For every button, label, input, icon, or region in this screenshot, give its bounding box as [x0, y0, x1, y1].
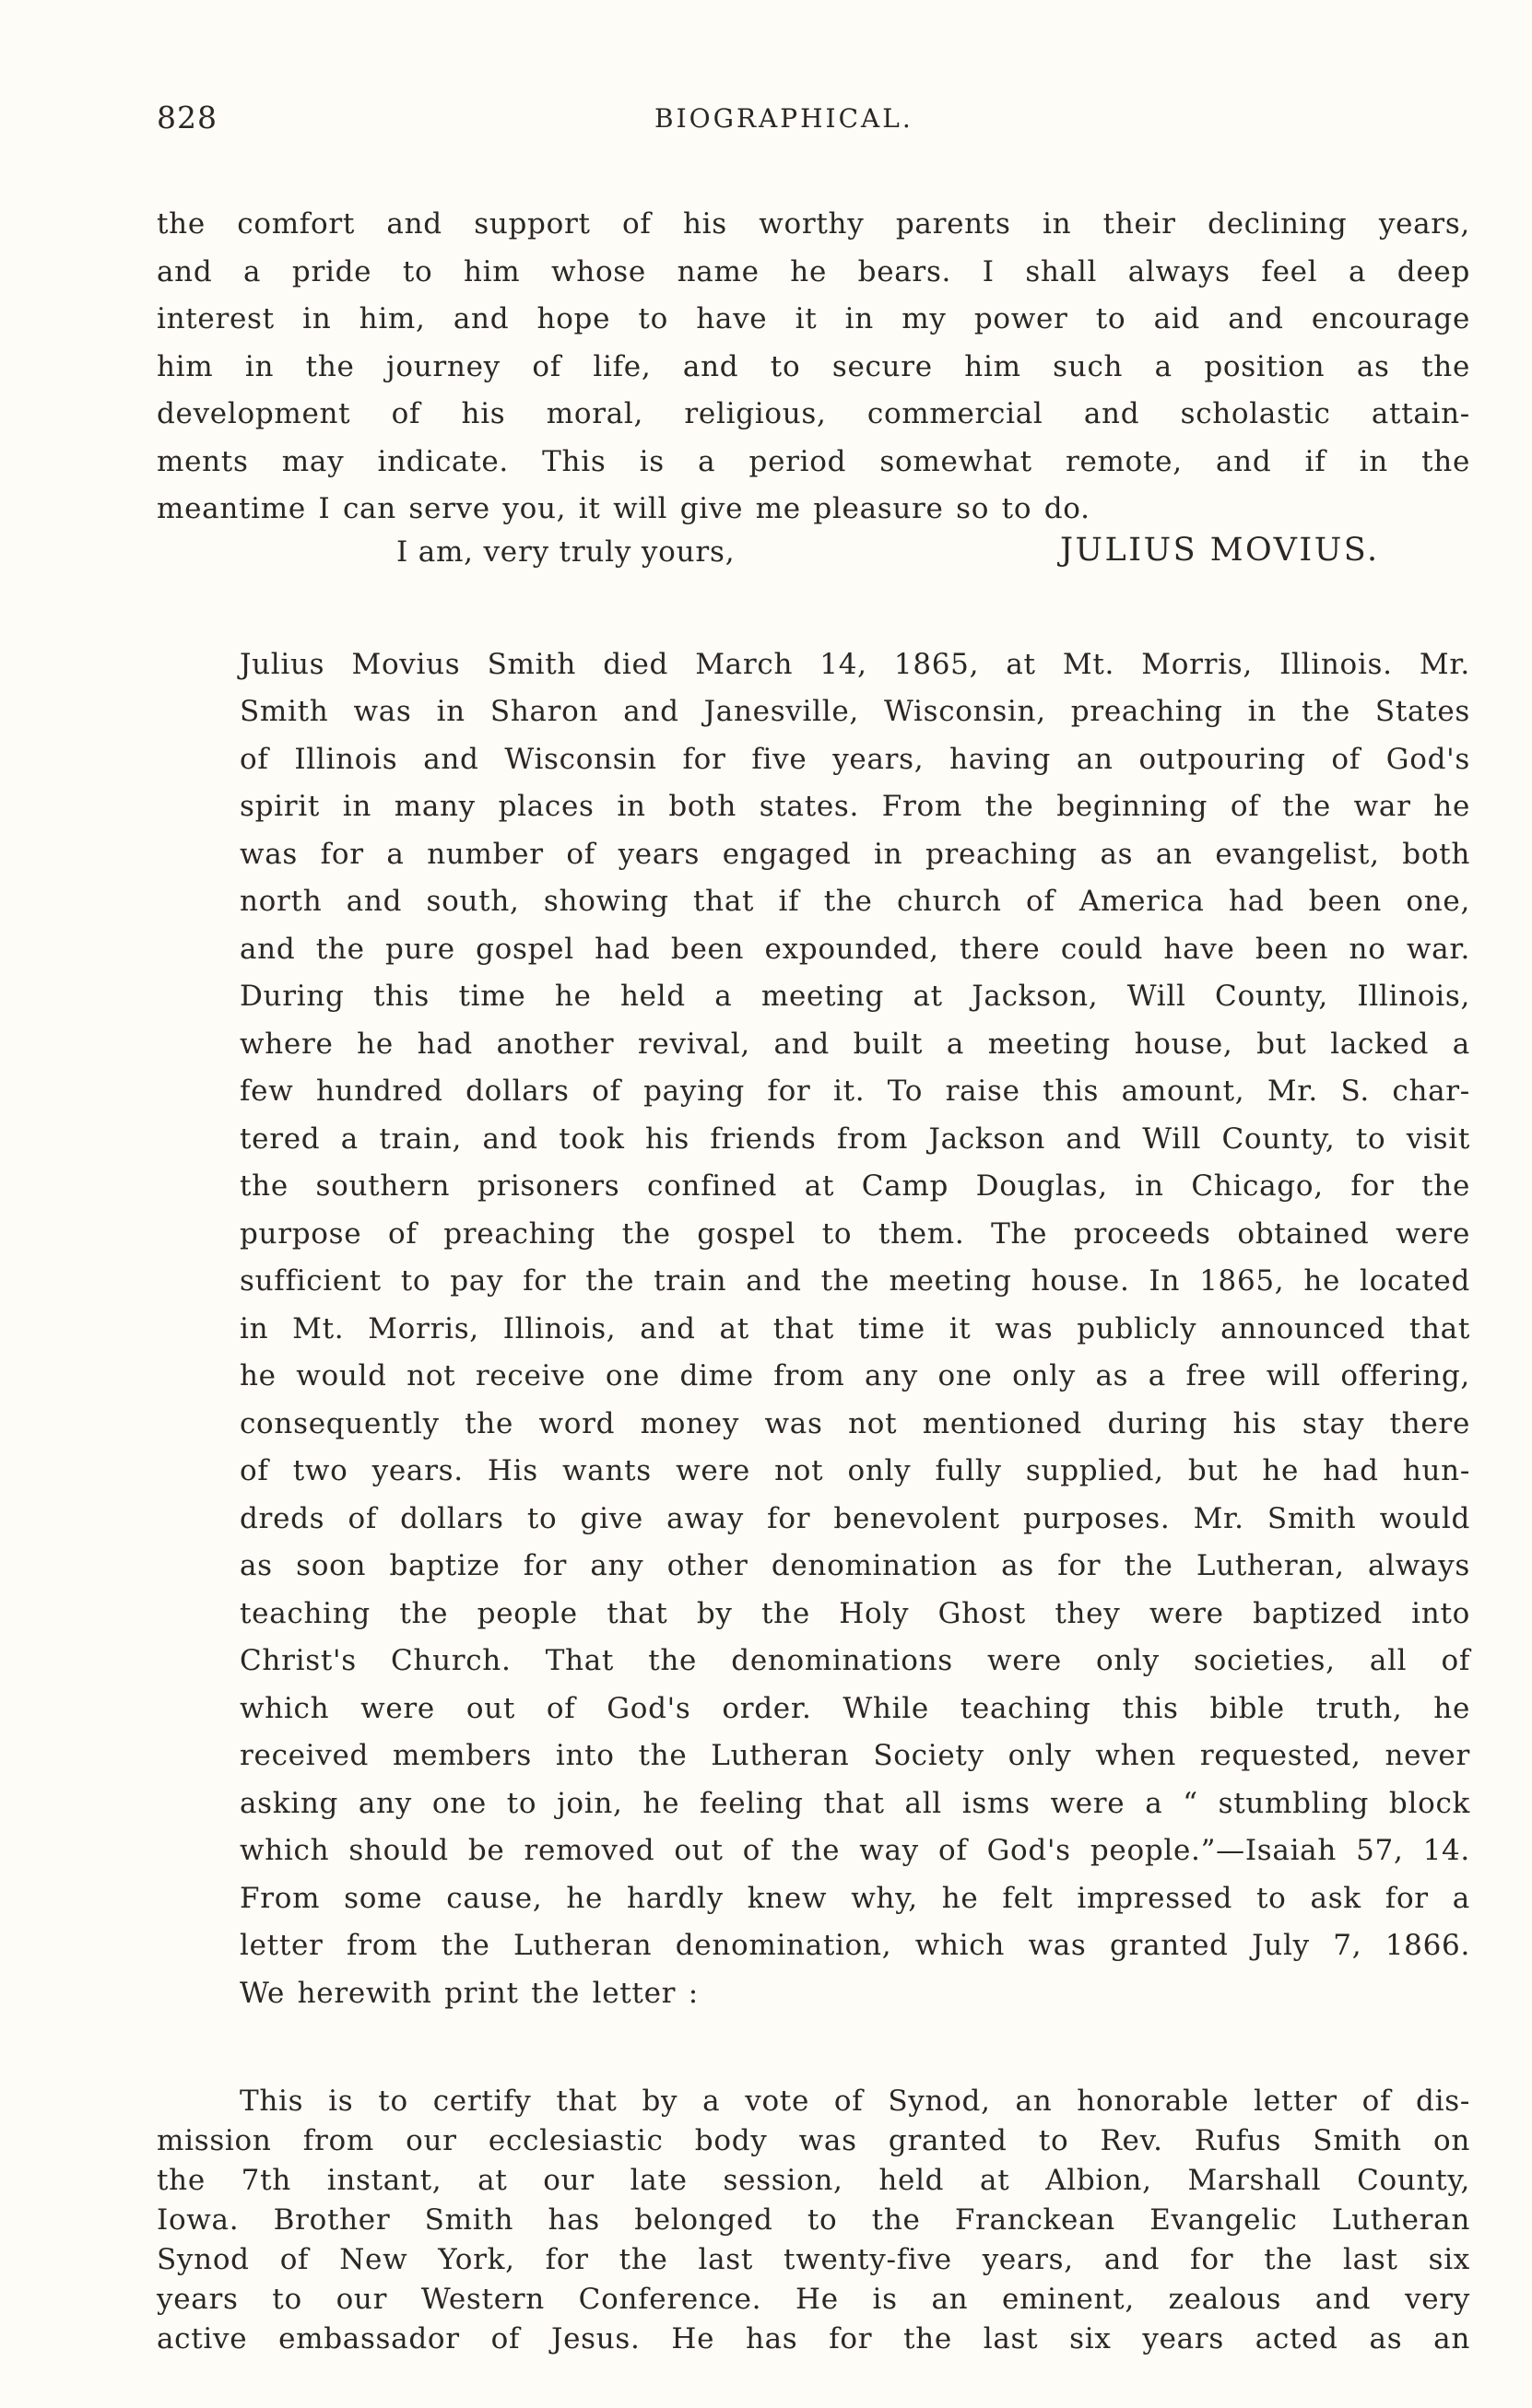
text-line: Christ's Church. That the denominations were only societies, all of: [240, 1644, 1470, 1677]
text-line: From some cause, he hardly knew why, he felt impressed to ask for a: [240, 1881, 1470, 1915]
text-line: few hundred dollars of paying for it. To raise this amount, Mr. S. char-: [240, 1075, 1470, 1108]
text-line: which were out of God's order. While teaching this bible truth, he: [240, 1691, 1470, 1725]
text-line: interest in him, and hope to have it in my power to aid and encourage: [157, 302, 1470, 335]
text-line: and the pure gospel had been expounded, there could have been no war.: [240, 932, 1470, 966]
text-line: spirit in many places in both states. From the beginning of the war he: [240, 790, 1470, 823]
page-header: [157, 92, 1470, 147]
text-line: purpose of preaching the gospel to them. The proceeds obtained were: [240, 1216, 1470, 1251]
book-page: [157, 92, 1470, 2359]
text-line: meantime I can serve you, it will give me pleasure so to do.: [157, 492, 1090, 525]
text-line: which should be removed out of the way of God's people.”—Isaiah 57, 14.: [240, 1834, 1470, 1867]
text-line: ments may indicate. This is a period somewhat remote, and if in the: [157, 444, 1470, 478]
text-line: sufficient to pay for the train and the meeting house. In 1865, he located: [240, 1264, 1470, 1298]
letter-continuation: [157, 201, 1470, 534]
letter-signoff: [157, 531, 1470, 586]
text-line: We herewith print the letter :: [240, 1976, 699, 2010]
letter-closing: I am, very truly yours,: [396, 534, 736, 569]
text-line: asking any one to join, he feeling that all isms were a “ stumbling block: [240, 1786, 1470, 1820]
text-line: dreds of dollars to give away for benevolent purposes. Mr. Smith would: [240, 1501, 1470, 1535]
letter-signature: JULIUS MOVIUS.: [1060, 531, 1380, 569]
text-line: teaching the people that by the Holy Ghost they were baptized into: [240, 1596, 1470, 1630]
page-number: 828: [157, 100, 218, 135]
narrative-paragraph: [157, 641, 1470, 2018]
text-line: the southern prisoners confined at Camp Douglas, in Chicago, for the: [240, 1169, 1470, 1203]
text-line: Synod of New York, for the last twenty-five years, and for the last six: [157, 2243, 1470, 2276]
text-line: Julius Movius Smith died March 14, 1865, at Mt. Morris, Illinois. Mr.: [240, 647, 1470, 681]
text-line: consequently the word money was not mentioned during his stay there: [240, 1406, 1470, 1440]
text-line: received members into the Lutheran Society only when requested, never: [240, 1739, 1470, 1772]
text-line: mission from our ecclesiastic body was granted to Rev. Rufus Smith on: [157, 2124, 1470, 2157]
text-line: years to our Western Conference. He is an eminent, zealous and very: [157, 2283, 1470, 2316]
text-line: the 7th instant, at our late session, held at Albion, Marshall County,: [157, 2164, 1470, 2197]
text-line: tered a train, and took his friends from Jackson and Will County, to visit: [240, 1122, 1470, 1156]
text-line: Iowa. Brother Smith has belonged to the Franckean Evangelic Lutheran: [157, 2203, 1470, 2237]
text-line: Smith was in Sharon and Janesville, Wisconsin, preaching in the States: [240, 695, 1470, 728]
text-line: of two years. His wants were not only fully supplied, but he had hun-: [240, 1454, 1470, 1487]
text-line: was for a number of years engaged in preaching as an evangelist, both: [240, 837, 1470, 871]
text-line: development of his moral, religious, commercial and scholastic attain-: [157, 397, 1470, 430]
text-line: letter from the Lutheran denomination, which was granted July 7, 1866.: [240, 1929, 1470, 1962]
certificate-paragraph: [157, 2082, 1470, 2359]
text-line: the comfort and support of his worthy parents in their declining years,: [157, 207, 1470, 241]
text-line: During this time he held a meeting at Jackson, Will County, Illinois,: [240, 980, 1470, 1013]
text-line: him in the journey of life, and to secure him such a position as the: [157, 349, 1470, 383]
text-line: This is to certify that by a vote of Synod, an honorable letter of dis-: [240, 2085, 1470, 2118]
text-line: he would not receive one dime from any one only as a free will offering,: [240, 1359, 1470, 1392]
text-line: as soon baptize for any other denomination as for the Lutheran, always: [240, 1549, 1470, 1582]
text-line: active embassador of Jesus. He has for the last six years acted as an: [157, 2322, 1470, 2355]
running-head: BIOGRAPHICAL.: [654, 103, 913, 134]
text-line: of Illinois and Wisconsin for five years, having an outpouring of God's: [240, 742, 1470, 776]
text-line: and a pride to him whose name he bears. I shall always feel a deep: [157, 254, 1470, 288]
text-line: in Mt. Morris, Illinois, and at that time it was publicly announced that: [240, 1311, 1470, 1345]
text-line: where he had another revival, and built a meeting house, but lacked a: [240, 1027, 1470, 1061]
text-line: north and south, showing that if the church of America had been one,: [240, 885, 1470, 918]
